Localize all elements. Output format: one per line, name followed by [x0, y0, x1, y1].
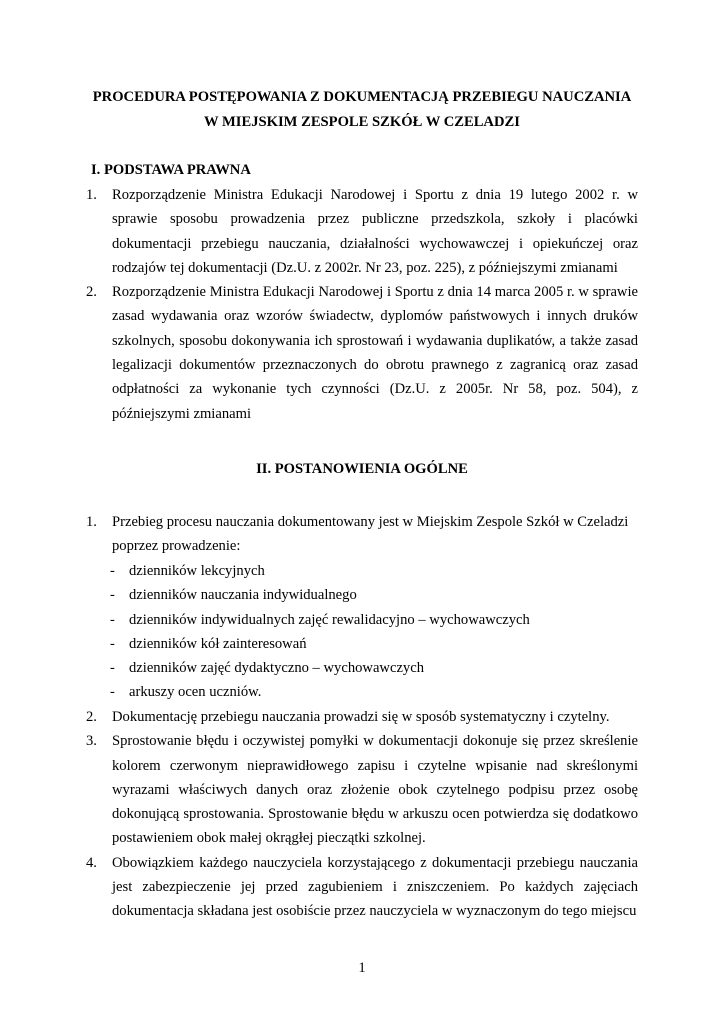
list-item-text: dzienników zajęć dydaktyczno – wychowawczych	[129, 660, 424, 677]
list-item	[110, 632, 630, 656]
page-number: 1	[358, 960, 366, 976]
list-item	[110, 608, 630, 632]
legal-basis-item-2	[86, 280, 638, 426]
item-number: 4.	[86, 854, 97, 871]
dash-marker: -	[110, 563, 115, 579]
section-1-heading: I. PODSTAWA PRAWNA	[91, 162, 251, 178]
list-item	[110, 559, 630, 583]
dash-marker: -	[110, 684, 115, 701]
item-number: 1.	[86, 514, 97, 530]
document-title-line-2: W MIEJSKIM ZESPOLE SZKÓŁ W CZELADZI	[204, 114, 520, 130]
item-text: Rozporządzenie Ministra Edukacji Narodowej i Sportu z dnia 19 lutego 2002 r. w sprawie sposobu prowadzenia przez publiczne przedszkola, szkoły i placówki dokumentacji przebiegu nauczania, działalności wychowawczej i opiekuńczej oraz rodzajów tej dokumentacji (Dz.U. z 2002r. Nr 23, poz. 225), z późniejszymi zmianami	[112, 187, 638, 276]
list-item-text: dzienników lekcyjnych	[129, 563, 265, 579]
list-item-text: dzienników indywidualnych zajęć rewalidacyjno – wychowawczych	[129, 611, 530, 628]
legal-basis-item-1	[86, 183, 638, 280]
list-item	[110, 656, 630, 680]
provision-1	[86, 510, 638, 559]
list-item	[110, 583, 630, 607]
provision-3	[86, 729, 638, 850]
item-number: 2.	[86, 284, 97, 301]
documentation-types-list	[110, 559, 630, 705]
list-item	[110, 680, 630, 704]
item-number: 1.	[86, 187, 97, 203]
item-text: Sprostowanie błędu i oczywistej pomyłki w dokumentacji dokonuje się przez skreślenie kolorem czerwonym nieprawidłowego zapisu i czytelne wpisanie nad skreślonymi wyrazami właściwych danych oraz złożenie obok czytelnego podpisu przez osobę dokonującą sprostowania. Sprostowanie błędu w arkuszu ocen potwierdza się dodatkowo postawieniem obok małej okrągłej pieczątki szkolnej.	[112, 733, 638, 847]
list-item-text: dzienników nauczania indywidualnego	[129, 587, 357, 604]
dash-marker: -	[110, 635, 115, 652]
general-provisions-list	[86, 705, 638, 924]
document-title-line-1: PROCEDURA POSTĘPOWANIA Z DOKUMENTACJĄ PRZEBIEGU NAUCZANIA	[92, 89, 632, 105]
item-number: 2.	[86, 709, 97, 725]
item-number: 3.	[86, 733, 97, 750]
provision-4	[86, 851, 638, 924]
general-provision-item-1	[86, 510, 638, 559]
item-text: Obowiązkiem każdego nauczyciela korzystającego z dokumentacji przebiegu nauczania jest zabezpieczenie jej przed zagubieniem i zniszczeniem. Po każdych zajęciach dokumentacja składana jest osobiście przez nauczyciela w wyznaczonym do tego miejscu	[112, 854, 638, 920]
dash-marker: -	[110, 587, 115, 604]
list-item-text: dzienników kół zainteresowań	[129, 635, 307, 652]
dash-marker: -	[110, 611, 115, 628]
item-text: Rozporządzenie Ministra Edukacji Narodowej i Sportu z dnia 14 marca 2005 r. w sprawie zasad wydawania oraz wzorów świadectw, dyplomów państwowych i innych druków szkolnych, sposobu dokonywania ich sprostowań i wydawania duplikatów, a także zasad legalizacji dokumentów przeznaczonych do obrotu prawnego z zagranicą oraz zasad odpłatności za wykonanie tych czynności (Dz.U. z 2005r. Nr 58, poz. 504), z późniejszymi zmianami	[112, 284, 638, 422]
dash-marker: -	[110, 660, 115, 677]
section-2-heading: II. POSTANOWIENIA OGÓLNE	[256, 461, 468, 477]
provision-2	[86, 705, 638, 729]
item-text: Przebieg procesu nauczania dokumentowany jest w Miejskim Zespole Szkół w Czeladzi poprzez prowadzenie:	[112, 514, 629, 555]
item-text: Dokumentację przebiegu nauczania prowadzi się w sposób systematyczny i czytelny.	[112, 709, 610, 725]
list-item-text: arkuszy ocen uczniów.	[129, 684, 262, 701]
section-1-list	[86, 183, 638, 426]
